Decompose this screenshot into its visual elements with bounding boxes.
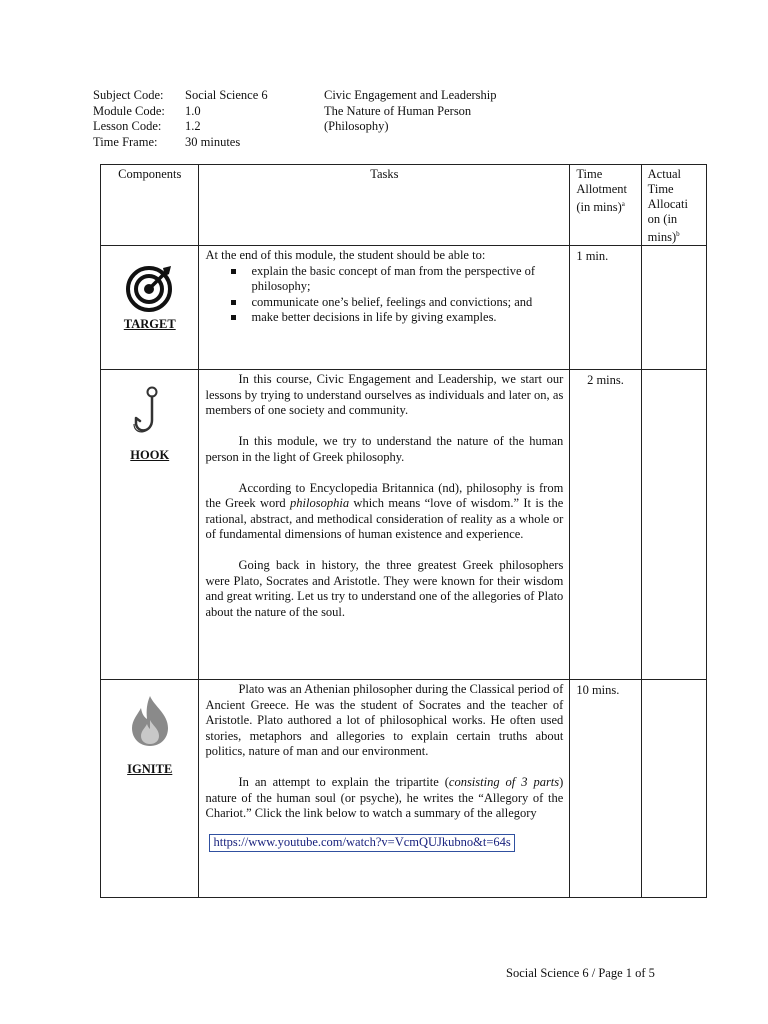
list-item: communicate one’s belief, feelings and convictions; and — [229, 295, 563, 311]
youtube-link[interactable]: https://www.youtube.com/watch?v=VcmQUJkubno&t=64s — [209, 834, 514, 852]
ignite-tasks-cell — [199, 680, 570, 898]
header-actual-line4: on (in — [647, 212, 678, 226]
hook-p3-part-b: which means “love of wisdom.” It is the rational, abstract, and methodical consideration of reality as a whole or of fundamental dimensions of human existence and experience. — [205, 496, 564, 542]
hook-icon — [130, 384, 170, 440]
header-actual-line3: Allocati — [647, 197, 688, 211]
hook-tasks-cell — [199, 370, 570, 680]
header-actual-time — [641, 165, 706, 246]
time-frame-label: Time Frame: — [93, 134, 158, 149]
module-code-value: 1.0 — [185, 103, 201, 118]
hook-paragraph-1: In this course, Civic Engagement and Leadership, we start our lessons by trying to understand ourselves as individuals and later on, as members of one society and community. — [205, 372, 564, 418]
ignite-time-cell: 10 mins. — [570, 680, 641, 898]
ignite-link-paragraph — [205, 834, 563, 852]
ignite-p2-part-b: ) nature of the human soul (or psyche), he writes the “Allegory of the Chariot.” Click the link below to watch a summary of the allegory — [205, 775, 564, 821]
lesson-code-value: 1.2 — [185, 119, 201, 133]
hook-row — [101, 370, 707, 680]
target-icon — [125, 262, 175, 312]
list-item: make better decisions in life by giving examples. — [229, 310, 563, 326]
hook-time-cell: 2 mins. — [570, 370, 641, 680]
hook-paragraph-2: In this module, we try to understand the nature of the human person in the light of Greek philosophy. — [205, 434, 564, 464]
module-code-row — [93, 104, 497, 120]
lesson-plan-table — [100, 164, 707, 898]
target-row — [101, 246, 707, 370]
target-intro: At the end of this module, the student should be able to: — [205, 248, 486, 263]
hook-actual-cell — [641, 370, 706, 680]
ignite-component-cell — [101, 680, 199, 898]
header-time-allotment — [570, 165, 641, 246]
subject-title: Civic Engagement and Leadership — [324, 88, 497, 102]
flame-icon — [128, 694, 172, 748]
target-time-cell: 1 min. — [570, 246, 641, 370]
document-header — [93, 88, 497, 150]
hook-paragraph-3 — [205, 481, 563, 543]
objectives-list — [205, 264, 563, 326]
module-title: The Nature of Human Person — [324, 103, 472, 118]
hook-p3-italic: philosophia — [290, 496, 350, 511]
header-actual-line1: Actual — [647, 167, 681, 181]
ignite-row — [101, 680, 707, 898]
time-frame-row — [93, 135, 497, 151]
ignite-paragraph-2 — [205, 775, 563, 822]
header-time-sup: a — [621, 200, 625, 208]
time-frame-value: 30 minutes — [185, 134, 241, 149]
hook-paragraph-4: Going back in history, the three greatest Greek philosophers were Plato, Socrates and Aristotle. They were known for their wisdom and great writing. Let us try to understand one of the allegories of Plato about the nature of the soul. — [205, 558, 564, 619]
header-actual-line2: Time — [647, 182, 674, 196]
module-code-label: Module Code: — [93, 103, 165, 118]
header-actual-line5: mins) — [647, 230, 677, 245]
ignite-p2-part-a: In an attempt to explain the tripartite ( — [238, 775, 449, 790]
table-header-row — [101, 165, 707, 246]
page-footer: Social Science 6 / Page 1 of 5 — [506, 966, 655, 980]
header-components: Components — [101, 165, 199, 246]
lesson-code-row — [93, 119, 497, 135]
header-tasks: Tasks — [199, 165, 570, 246]
lesson-code-label: Lesson Code: — [93, 119, 162, 133]
header-time-line3: (in mins) — [576, 200, 622, 215]
hook-component-cell — [101, 370, 199, 680]
ignite-paragraph-1: Plato was an Athenian philosopher during the Classical period of Ancient Greece. He was the student of Socrates and the teacher of Aristotle. Plato authored a lot of philosophical works. He often used stories, metaphors and allegories to explain certain truths about politics, nature of man and our environment. — [205, 682, 564, 759]
subject-code-row — [93, 88, 497, 104]
lesson-title: (Philosophy) — [324, 119, 389, 133]
list-item: explain the basic concept of man from the perspective of philosophy; — [229, 264, 563, 295]
header-actual-sup: b — [676, 230, 680, 238]
header-time-line1: Time — [576, 167, 603, 181]
subject-code-label: Subject Code: — [93, 88, 164, 102]
header-time-line2: Allotment — [576, 182, 628, 196]
ignite-actual-cell — [641, 680, 706, 898]
target-tasks-cell — [199, 246, 570, 370]
target-component-cell — [101, 246, 199, 370]
ignite-label: IGNITE — [127, 762, 173, 777]
target-actual-cell — [641, 246, 706, 370]
hook-p3-part-a: According to Encyclopedia Britannica (nd), philosophy is from the Greek word — [205, 480, 564, 511]
ignite-p2-italic: consisting of 3 parts — [448, 775, 560, 790]
hook-label: HOOK — [130, 448, 170, 463]
target-label: TARGET — [123, 317, 176, 332]
subject-code-value: Social Science 6 — [185, 88, 268, 102]
